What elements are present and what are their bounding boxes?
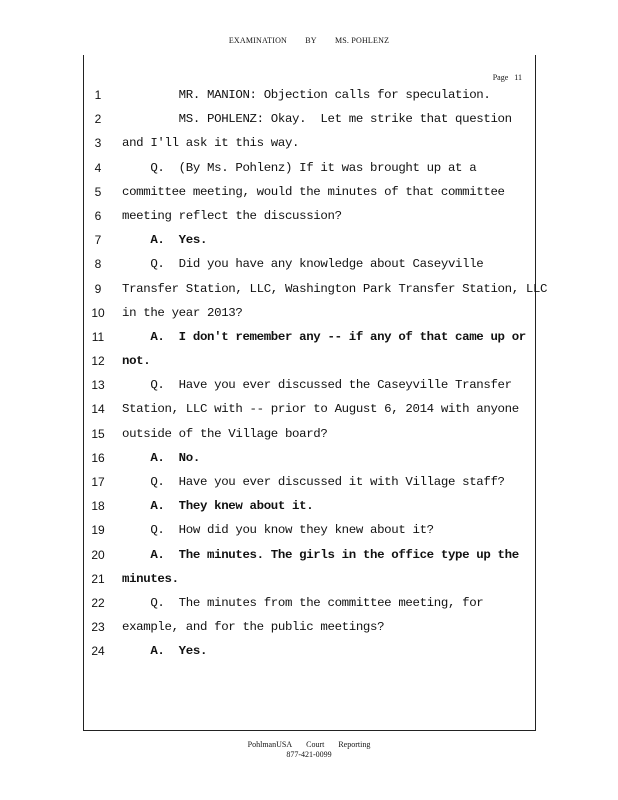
line-number: 5 <box>94 184 102 199</box>
line-number: 22 <box>91 595 105 610</box>
transcript-line: A. The minutes. The girls in the office type up the <box>122 547 519 562</box>
transcript-line: in the year 2013? <box>122 305 243 320</box>
line-number: 13 <box>91 378 105 393</box>
line-number: 15 <box>91 426 105 441</box>
line-number-column <box>88 85 108 666</box>
transcript-line: and I'll ask it this way. <box>122 136 300 151</box>
page-footer <box>0 740 618 760</box>
line-number: 11 <box>91 329 105 344</box>
header-examiner: MS. POHLENZ <box>334 36 390 45</box>
footer-court: Court <box>306 740 325 749</box>
transcript-line: meeting reflect the discussion? <box>122 208 342 223</box>
line-number: 17 <box>91 475 105 489</box>
transcript-line: A. I don't remember any -- if any of that came up or <box>122 329 526 344</box>
transcript-line: committee meeting, would the minutes of that committee <box>122 184 505 199</box>
transcript-line: Q. (By Ms. Pohlenz) If it was brought up at a <box>122 160 477 175</box>
line-number: 2 <box>94 112 102 127</box>
transcript-line: Q. Have you ever discussed it with Village staff? <box>122 475 505 489</box>
header-examination: EXAMINATION <box>228 36 288 45</box>
transcript-line: Q. How did you know they knew about it? <box>122 523 434 538</box>
line-number: 23 <box>91 620 105 635</box>
footer-company: PohlmanUSA <box>247 740 293 749</box>
line-number: 21 <box>91 571 105 586</box>
line-number: 24 <box>91 644 105 659</box>
line-number: 4 <box>94 160 102 175</box>
page-number <box>487 73 522 82</box>
transcript-line: A. They knew about it. <box>122 499 314 514</box>
line-number: 14 <box>91 402 105 417</box>
transcript-line: A. Yes. <box>122 644 208 659</box>
transcript-text <box>122 85 548 666</box>
line-number: 10 <box>91 305 105 320</box>
transcript-line: MS. POHLENZ: Okay. Let me strike that question <box>122 112 512 127</box>
line-number: 6 <box>94 208 102 223</box>
footer-phone: 877-421-0099 <box>286 750 332 759</box>
header-by: BY <box>305 36 317 45</box>
page-header <box>0 36 618 45</box>
transcript-line: MR. MANION: Objection calls for speculation. <box>122 88 491 102</box>
line-number: 8 <box>94 257 102 272</box>
transcript-line: A. No. <box>122 450 200 465</box>
transcript-line: outside of the Village board? <box>122 426 328 441</box>
line-number: 9 <box>94 281 102 296</box>
transcript-line: Q. Did you have any knowledge about Caseyville <box>122 257 484 272</box>
line-number: 16 <box>91 450 105 465</box>
transcript-line: not. <box>122 354 151 369</box>
transcript-line: Station, LLC with -- prior to August 6, 2014 with anyone <box>122 402 519 417</box>
transcript-line: Transfer Station, LLC, Washington Park Transfer Station, LLC <box>122 281 548 296</box>
line-number: 19 <box>91 523 105 538</box>
footer-reporting: Reporting <box>338 740 371 749</box>
page-number-value: 11 <box>514 73 522 82</box>
line-number: 7 <box>94 233 102 248</box>
line-number: 18 <box>91 499 105 514</box>
transcript-line: Q. The minutes from the committee meeting, for <box>122 595 484 610</box>
page-label: Page <box>492 73 509 82</box>
transcript-line: minutes. <box>122 571 179 586</box>
line-number: 1 <box>94 88 102 102</box>
line-number: 12 <box>91 354 105 369</box>
transcript-line: example, and for the public meetings? <box>122 620 385 635</box>
line-number: 20 <box>91 547 105 562</box>
line-number: 3 <box>94 136 102 151</box>
transcript-line: Q. Have you ever discussed the Caseyville Transfer <box>122 378 512 393</box>
transcript-line: A. Yes. <box>122 233 208 248</box>
